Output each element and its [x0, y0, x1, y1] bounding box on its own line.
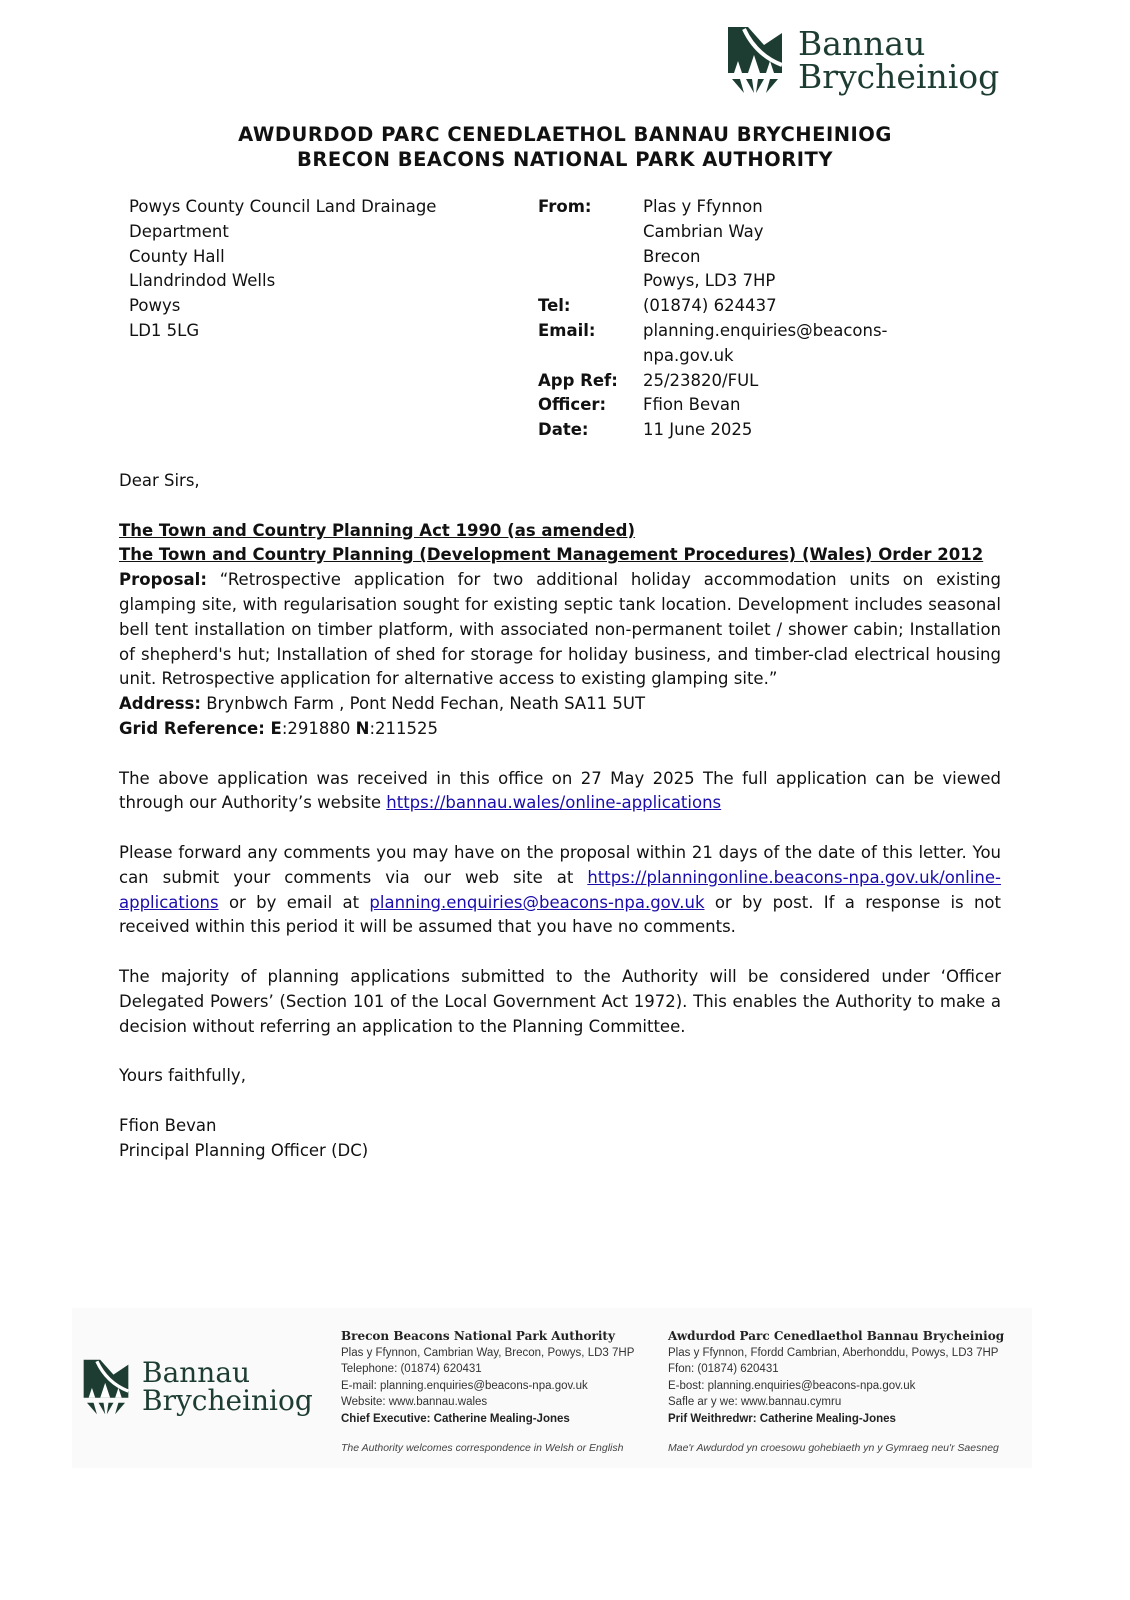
act-title-1: The Town and Country Planning Act 1990 (as amended)	[119, 520, 636, 540]
logo-line-1: Bannau	[798, 24, 926, 63]
grid-reference	[119, 717, 1001, 742]
email-line: npa.gov.uk	[643, 345, 734, 365]
recipient-line: County Hall	[129, 246, 225, 266]
recipient-line: Department	[129, 221, 229, 241]
letter-heading	[0, 122, 1130, 172]
footer-website: Safle ar y we: www.bannau.cymru	[668, 1396, 842, 1409]
footer-tel: Ffon: (01874) 620431	[668, 1363, 779, 1376]
paragraph-comments	[119, 841, 1001, 940]
act-title-2: The Town and Country Planning (Development Management Procedures) (Wales) Order 2012	[119, 545, 984, 565]
salutation: Dear Sirs,	[119, 471, 200, 490]
officer-value: Ffion Bevan	[643, 395, 741, 415]
footer-ceo: Chief Executive: Catherine Mealing-Jones	[341, 1412, 570, 1425]
footer-title: Brecon Beacons National Park Authority	[341, 1329, 615, 1343]
footer-email: E-bost: planning.enquiries@beacons-npa.gov.uk	[668, 1379, 916, 1392]
logo-line-2: Brycheiniog	[142, 1384, 313, 1417]
northing-label: N	[355, 718, 370, 738]
footer-english	[341, 1328, 634, 1456]
footer-address: Plas y Ffynnon, Ffordd Cambrian, Aberhonddu, Powys, LD3 7HP	[668, 1346, 999, 1359]
footer-welsh	[668, 1328, 1004, 1456]
appref-value: 25/23820/FUL	[643, 370, 759, 390]
tel-value: (01874) 624437	[643, 296, 777, 316]
paragraph-text: The above application was received in this office on 27 May 2025 The full application can be viewed through our Authority’s website	[119, 768, 1001, 813]
footer	[72, 1308, 1032, 1468]
paragraph-delegated: The majority of planning applications submitted to the Authority will be considered under ‘Officer Delegated Powers’ (Section 101 of the Local Government Act 1972). This enables the Authority to make a decision without referring an application to the Planning Committee.	[119, 966, 1001, 1036]
signatory-name: Ffion Bevan	[119, 1115, 217, 1135]
email-line: planning.enquiries@beacons-	[643, 320, 888, 340]
footer-website: Website: www.bannau.wales	[341, 1396, 488, 1409]
from-line: Cambrian Way	[643, 221, 764, 241]
planning-online-link[interactable]: https://planningonline.beacons-npa.gov.uk/online-applications	[119, 867, 1001, 912]
footer-title: Awdurdod Parc Cenedlaethol Bannau Brycheiniog	[668, 1329, 1005, 1343]
logo-line-2: Brycheiniog	[798, 57, 1000, 96]
footer-logo	[82, 1358, 313, 1416]
address-text: Brynbwch Farm , Pont Nedd Fechan, Neath SA11 5UT	[200, 694, 646, 714]
site-address	[119, 692, 1001, 717]
recipient-line: Powys	[129, 296, 181, 316]
date-label: Date:	[538, 420, 589, 440]
proposal	[119, 568, 1001, 692]
bannau-emblem-icon	[82, 1358, 130, 1416]
closing: Yours faithfully,	[119, 1066, 246, 1086]
date-value: 11 June 2025	[643, 420, 753, 440]
from-line: Plas y Ffynnon	[643, 197, 763, 216]
footer-ceo: Prif Weithredwr: Catherine Mealing-Jones	[668, 1412, 896, 1425]
signatory-role: Principal Planning Officer (DC)	[119, 1140, 369, 1160]
sender-details	[538, 195, 893, 443]
recipient-line: Powys County Council Land Drainage	[129, 197, 437, 216]
paragraph-received	[119, 767, 1001, 817]
grid-label: Grid Reference:	[119, 718, 271, 738]
appref-label: App Ref:	[538, 370, 618, 390]
recipient-line: Llandrindod Wells	[129, 271, 276, 291]
bannau-emblem-icon	[726, 25, 784, 95]
footer-note: Mae'r Awdurdod yn croesowu gohebiaeth yn y Gymraeg neu'r Saesneg	[668, 1441, 999, 1454]
northing-value: :211525	[369, 718, 438, 738]
proposal-text: “Retrospective application for two additional holiday accommodation units on existing glamping site, with regularisation sought for existing septic tank location. Development includes seasonal bell tent installation on timber platform, with associated non-permanent toilet / shower cabin; Installation of shepherd's hut; Installation of shed for storage for holiday business, and timber-clad electrical housing unit. Retrospective application for alternative access to existing glamping site.”	[119, 570, 1001, 689]
heading-welsh: AWDURDOD PARC CENEDLAETHOL BANNAU BRYCHEINIOG	[238, 123, 892, 146]
online-applications-link[interactable]: https://bannau.wales/online-applications	[386, 793, 722, 813]
recipient-address	[129, 195, 459, 344]
footer-note: The Authority welcomes correspondence in Welsh or English	[341, 1441, 624, 1454]
address-label: Address:	[119, 694, 201, 714]
easting-label: E	[270, 718, 282, 738]
brand-logo	[726, 25, 999, 95]
paragraph-text: or by post. If a response is not received within this period it will be assumed that you have no comments.	[119, 892, 1001, 937]
email-label: Email:	[538, 320, 596, 340]
footer-address: Plas y Ffynnon, Cambrian Way, Brecon, Powys, LD3 7HP	[341, 1346, 635, 1359]
from-line: Powys, LD3 7HP	[643, 271, 776, 291]
letter-body	[119, 469, 1001, 1163]
footer-tel: Telephone: (01874) 620431	[341, 1363, 482, 1376]
from-line: Brecon	[643, 246, 701, 266]
proposal-label: Proposal:	[119, 570, 207, 590]
footer-email: E-mail: planning.enquiries@beacons-npa.gov.uk	[341, 1379, 588, 1392]
logo-line-1: Bannau	[142, 1356, 251, 1389]
from-label: From:	[538, 197, 592, 216]
tel-label: Tel:	[538, 296, 571, 316]
easting-value: :291880	[281, 718, 356, 738]
officer-label: Officer:	[538, 395, 607, 415]
recipient-line: LD1 5LG	[129, 320, 200, 340]
heading-english: BRECON BEACONS NATIONAL PARK AUTHORITY	[297, 148, 833, 171]
paragraph-text: Please forward any comments you may have on the proposal within 21 days of the date of this letter. You can submit your comments via our web site at	[119, 842, 1001, 887]
paragraph-text: or by email at	[218, 892, 370, 912]
email-link[interactable]: planning.enquiries@beacons-npa.gov.uk	[369, 892, 705, 912]
